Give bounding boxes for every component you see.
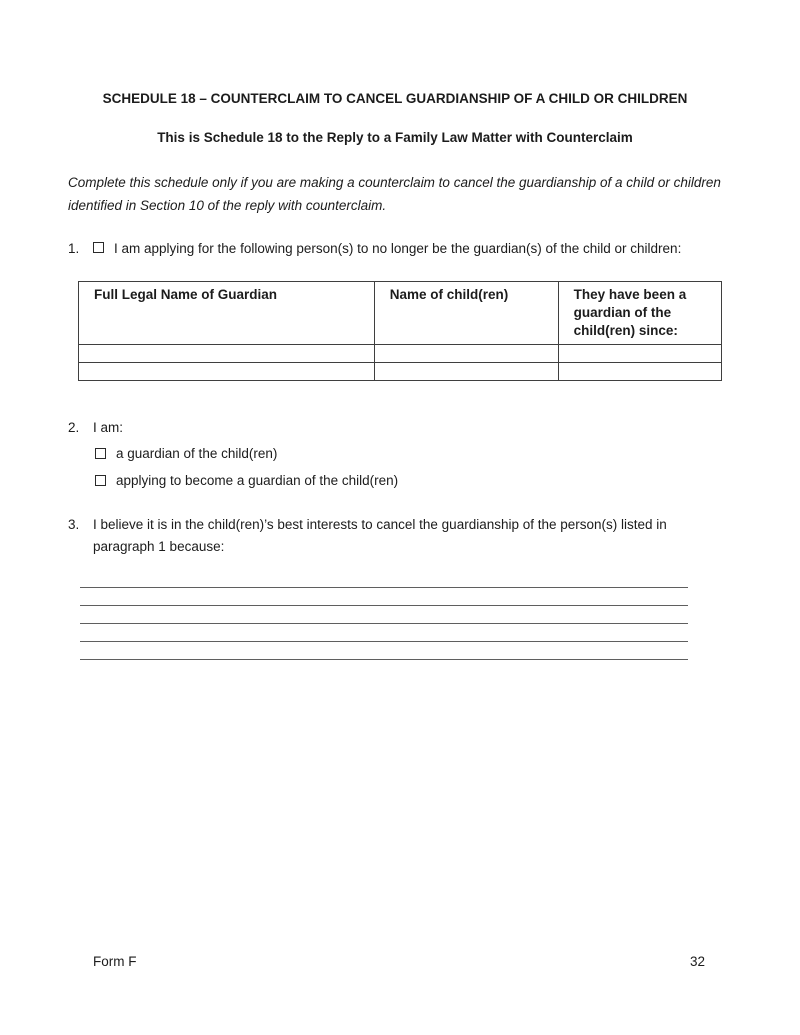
answer-line[interactable] <box>80 588 688 606</box>
applying-option-label: applying to become a guardian of the child(ren) <box>116 472 399 488</box>
guardian-table-header-child: Name of child(ren) <box>374 281 558 344</box>
guardian-since-cell[interactable] <box>558 362 721 380</box>
table-row <box>79 362 722 380</box>
guardian-table-header-row <box>79 281 722 344</box>
child-name-cell[interactable] <box>374 344 558 362</box>
item-1-checkbox[interactable] <box>93 242 104 253</box>
item-3-number: 3. <box>68 516 80 532</box>
item-2-option-guardian <box>95 443 722 465</box>
item-2-option-applying <box>95 470 722 492</box>
guardian-name-cell[interactable] <box>79 362 375 380</box>
guardian-table <box>78 281 722 381</box>
guardian-table-header-since: They have been a guardian of the child(ren) since: <box>558 281 721 344</box>
applying-option-checkbox[interactable] <box>95 475 106 486</box>
answer-line[interactable] <box>80 573 688 588</box>
item-2-label: I am: <box>93 419 124 435</box>
guardian-option-label: a guardian of the child(ren) <box>116 445 278 461</box>
guardian-option-checkbox[interactable] <box>95 448 106 459</box>
item-2-number: 2. <box>68 419 80 435</box>
form-content <box>0 90 800 660</box>
answer-line[interactable] <box>80 606 688 624</box>
guardian-since-cell[interactable] <box>558 344 721 362</box>
item-2 <box>68 419 722 438</box>
footer-form-label: Form F <box>93 954 137 969</box>
page-subtitle: This is Schedule 18 to the Reply to a Family Law Matter with Counterclaim <box>157 129 633 145</box>
guardian-table-header-name: Full Legal Name of Guardian <box>79 281 375 344</box>
guardian-name-cell[interactable] <box>79 344 375 362</box>
answer-line[interactable] <box>80 642 688 660</box>
item-1-label: I am applying for the following person(s) to no longer be the guardian(s) of the child or children: <box>114 240 682 256</box>
child-name-cell[interactable] <box>374 362 558 380</box>
item-1-number: 1. <box>68 240 80 256</box>
table-row <box>79 344 722 362</box>
item-3-label: I believe it is in the child(ren)’s best interests to cancel the guardianship of the person(s) listed in paragraph 1 because: <box>93 516 667 554</box>
footer-page-number: 32 <box>689 954 705 969</box>
page-title: SCHEDULE 18 – COUNTERCLAIM TO CANCEL GUARDIANSHIP OF A CHILD OR CHILDREN <box>102 91 688 106</box>
reason-answer-area <box>80 573 688 660</box>
item-1 <box>68 240 722 259</box>
answer-line[interactable] <box>80 624 688 642</box>
instructions-text: Complete this schedule only if you are making a counterclaim to cancel the guardianship of a child or children identified in Section 10 of the reply with counterclaim. <box>68 174 721 213</box>
item-3 <box>68 514 722 558</box>
